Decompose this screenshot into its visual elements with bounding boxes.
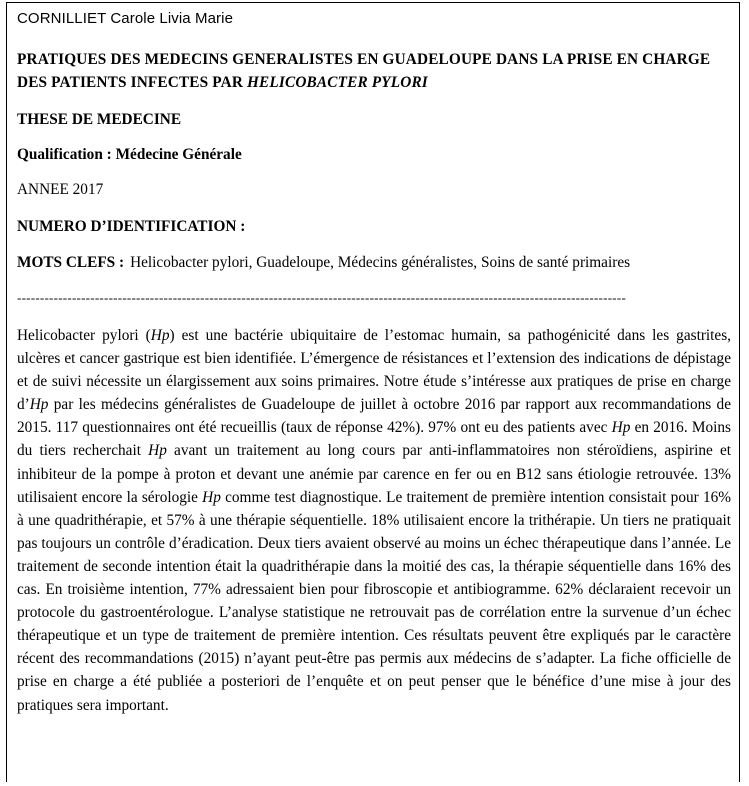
abstract-segment: par les médecins généralistes de Guadeloupe de juillet à octobre 2016 par rapport aux recommandations de 2015. 117 questionnaires ont été recueillis (taux de réponse 42%). 97% ont eu des patients avec: [17, 396, 731, 437]
abstract-segment: comme test diagnostique. Le traitement de première intention consistait pour 16% à une quadrithérapie, et 57% à une thérapie séquentielle. 18% utilisaient encore la trithérapie. Un tiers ne pratiquait pas toujours un contrôle d’éradication. Deux tiers avaient observé au moins un échec thérapeutique dans l’année. Le traitement de seconde intention était la quadrithérapie dans la moitié des cas, la thérapie séquentielle dans 16% des cas. En troisième intention, 77% adressaient bien pour fibroscopie et antibiogramme. 62% déclaraient recevoir un protocole du gastroentérologue. L’analyse statistique ne retrouvait pas de corrélation entre la survenue d’un échec thérapeutique et un type de traitement de première intention. Ces résultats peuvent être expliqués par le caractère récent des recommandations (2015) n’ayant peut-être pas permis aux médecins de s’adapter. La fiche officielle de prise en charge a été publiée a posteriori de l’enquête et on peut penser que le bénéfice d’une mise à jour des pratiques sera important.: [17, 488, 731, 714]
abstract-text: [17, 324, 731, 717]
thesis-type: THESE DE MEDECINE: [17, 111, 182, 128]
abstract-hp: Hp: [150, 327, 170, 344]
abstract-segment: avant un traitement au long cours par anti-inflammatoires non stéroïdiens, aspirine et inhibiteur de la pompe à proton et devant une anémie par carence en fer ou en B12 sans étiologie retrouvée. 13% utilisaient encore la sérologie: [17, 442, 731, 506]
keywords: [17, 254, 630, 272]
separator-line: -------------------------------------------------------------------------------------------------------------------------------------: [17, 290, 627, 305]
thesis-title-italic: HELICOBACTER PYLORI: [247, 74, 428, 91]
thesis-title-text: PRATIQUES DES MEDECINS GENERALISTES EN GUADELOUPE DANS LA PRISE EN CHARGE DES PATIENTS INFECTES PAR: [17, 51, 711, 91]
qualification-label: Qualification :: [17, 146, 112, 163]
year: ANNEE 2017: [17, 181, 104, 198]
author-name: CORNILLIET Carole Livia Marie: [17, 10, 234, 27]
thesis-title: [17, 48, 727, 94]
abstract-segment: ) est une bactérie ubiquitaire de l’estomac humain, sa pathogénicité dans les gastrites, ulcères et cancer gastrique est bien identifiée. L’émergence de résistances et l’extension des indications de dépistage et de suivi nécessite un élargissement aux soins primaires. Notre étude s’intéresse aux pratiques de prise en charge d’: [17, 327, 731, 414]
qualification: [17, 146, 242, 164]
abstract-segment: Helicobacter pylori (: [17, 327, 151, 344]
keywords-value: Helicobacter pylori, Guadeloupe, Médecins généralistes, Soins de santé primaires: [130, 254, 631, 271]
keywords-label: MOTS CLEFS :: [17, 254, 125, 271]
abstract-hp: Hp: [202, 488, 221, 506]
abstract-hp: Hp: [148, 442, 167, 460]
abstract-hp: Hp: [611, 419, 631, 437]
identification-number-label: NUMERO D’IDENTIFICATION :: [17, 218, 246, 235]
abstract-segment: en 2016. Moins du tiers recherchait: [17, 419, 731, 460]
qualification-value: Médecine Générale: [115, 146, 242, 163]
abstract-hp: Hp: [29, 396, 49, 414]
